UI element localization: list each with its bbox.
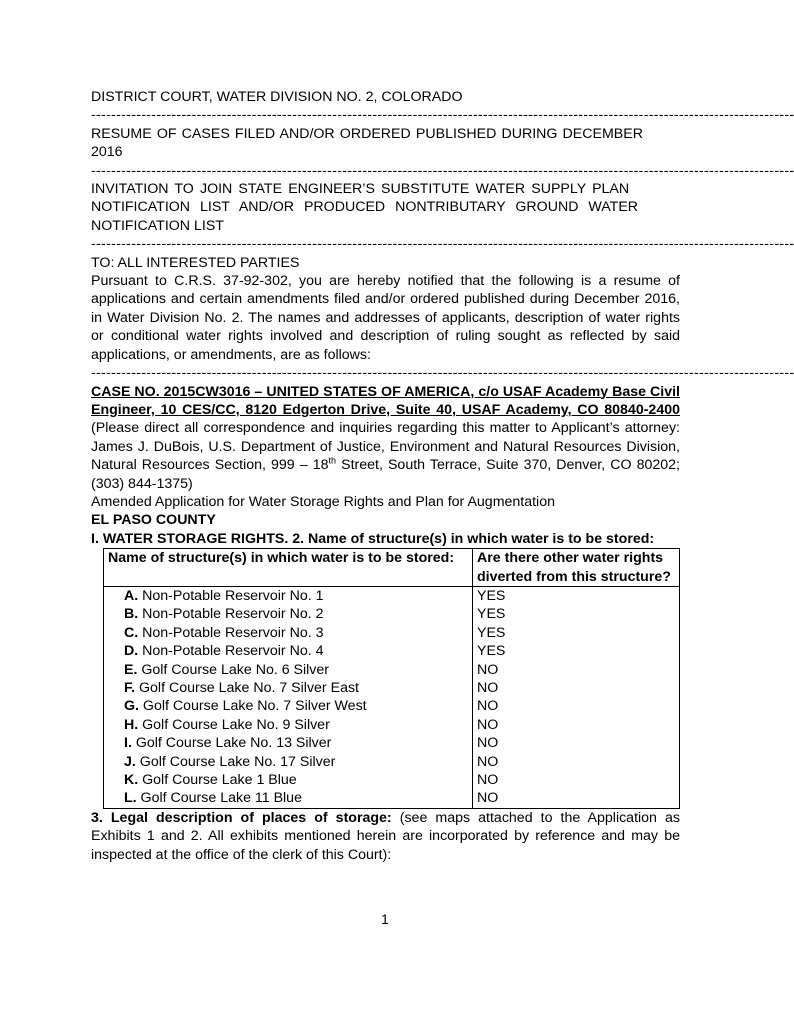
- structure-name: Golf Course Lake No. 17 Silver: [135, 753, 336, 770]
- invitation-heading-line3: NOTIFICATION LIST: [91, 217, 224, 234]
- structure-letter: L.: [124, 790, 137, 807]
- structure-name-cell: [104, 679, 473, 697]
- other-rights-cell: NO: [473, 716, 680, 734]
- column-header-structure: Name of structure(s) in which water is to be stored:: [104, 549, 473, 587]
- separator-line: --------------------------------------------------------------------------------------------------------------------------------------------: [91, 107, 794, 124]
- water-storage-heading: [91, 530, 680, 548]
- court-heading: DISTRICT COURT, WATER DIVISION NO. 2, COLORADO: [91, 89, 463, 105]
- other-rights-cell: NO: [473, 679, 680, 697]
- intro-paragraph: Pursuant to C.R.S. 37-92-302, you are hereby notified that the following is a resume of applications and certain amendments filed and/or ordered published during December 2016, in Water Division No. 2. The names and addresses of applicants, description of water rights or conditional water rights involved and description of ruling sought as reflected by said applications, or amendments, are as follows:: [91, 273, 680, 363]
- case-contact-superscript: th: [328, 455, 337, 466]
- page-number: 1: [381, 912, 389, 928]
- structure-name: Non-Potable Reservoir No. 2: [138, 606, 324, 623]
- structure-name: Golf Course Lake 11 Blue: [136, 790, 302, 807]
- structure-letter: K.: [124, 772, 139, 789]
- table-row: [104, 642, 680, 660]
- other-rights-cell: NO: [473, 789, 680, 808]
- section-1-label: I. WATER STORAGE RIGHTS.: [91, 530, 289, 547]
- table-row: [104, 753, 680, 771]
- table-row: [104, 679, 680, 697]
- structure-letter: F.: [124, 680, 136, 696]
- structure-name-cell: [104, 716, 473, 734]
- other-rights-cell: YES: [473, 586, 680, 605]
- invitation-heading-line2: NOTIFICATION LIST AND/OR PRODUCED NONTRIBUTARY GROUND WATER: [91, 199, 639, 216]
- structure-name: Non-Potable Reservoir No. 4: [138, 643, 324, 660]
- table-row: [104, 771, 680, 789]
- other-rights-cell: NO: [473, 734, 680, 752]
- table-row: [104, 624, 680, 642]
- county-heading: EL PASO COUNTY: [91, 512, 216, 529]
- structure-letter: J.: [124, 753, 136, 770]
- other-rights-cell: YES: [473, 642, 680, 660]
- separator-line: --------------------------------------------------------------------------------------------------------------------------------------------: [91, 236, 794, 253]
- table-header-row: [104, 549, 680, 587]
- structure-name-cell: [104, 661, 473, 679]
- structure-letter: B.: [124, 606, 139, 623]
- structures-table: [103, 548, 680, 809]
- table-row: [104, 697, 680, 715]
- structure-name: Golf Course Lake No. 7 Silver West: [138, 698, 367, 715]
- section-2-label: 2. Name of structure(s) in which water is to be stored:: [288, 530, 655, 547]
- table-row: [104, 586, 680, 605]
- invitation-heading-line1: INVITATION TO JOIN STATE ENGINEER’S SUBSTITUTE WATER SUPPLY PLAN: [91, 181, 630, 198]
- structure-name-cell: [104, 624, 473, 642]
- case-paragraph: [91, 383, 680, 493]
- structure-letter: C.: [124, 624, 139, 641]
- structure-name: Golf Course Lake No. 13 Silver: [131, 735, 332, 752]
- structure-name: Golf Course Lake No. 9 Silver: [138, 716, 330, 733]
- other-rights-cell: YES: [473, 624, 680, 642]
- structure-name: Golf Course Lake No. 7 Silver East: [135, 680, 359, 696]
- structure-name-cell: [104, 771, 473, 789]
- structure-name-cell: [104, 697, 473, 715]
- structure-name-cell: [104, 789, 473, 808]
- other-rights-cell: NO: [473, 771, 680, 789]
- addressee: TO: ALL INTERESTED PARTIES: [91, 254, 300, 271]
- structure-name-cell: [104, 605, 473, 623]
- structure-name-cell: [104, 734, 473, 752]
- legal-description-paragraph: [91, 809, 680, 864]
- legal-description-text: (see maps attached to the Application as Exhibits 1 and 2. All exhibits mentioned herein are incorporated by reference and may be inspected at the office of the clerk of this Court):: [91, 809, 680, 863]
- case-contact-part1: (Please direct all correspondence and inquiries regarding this matter to Applicant’s attorney: James J. DuBois, U.S. Department of Justice, Environment and Natural Resources Division, Natural Resources Section, 999 – 18: [91, 420, 680, 474]
- structure-name: Non-Potable Reservoir No. 1: [138, 587, 324, 604]
- separator-line: --------------------------------------------------------------------------------------------------------------------------------------------: [91, 162, 794, 179]
- structure-letter: G.: [124, 698, 139, 715]
- structure-letter: D.: [124, 643, 139, 660]
- other-rights-cell: NO: [473, 753, 680, 771]
- table-row: [104, 789, 680, 808]
- structure-name: Golf Course Lake 1 Blue: [138, 772, 297, 789]
- structure-letter: E.: [124, 661, 138, 678]
- structure-name: Non-Potable Reservoir No. 3: [138, 624, 324, 641]
- structure-name-cell: [104, 586, 473, 605]
- structure-letter: A.: [124, 587, 139, 604]
- case-contact-part2: Street, South Terrace, Suite 370, Denver, CO 80202; (303) 844-1375): [91, 457, 680, 492]
- table-row: [104, 661, 680, 679]
- other-rights-cell: NO: [473, 661, 680, 679]
- resume-heading-line1: RESUME OF CASES FILED AND/OR ORDERED PUBLISHED DURING DECEMBER: [91, 125, 643, 142]
- other-rights-cell: YES: [473, 605, 680, 623]
- structure-name-cell: [104, 642, 473, 660]
- structure-letter: H.: [124, 716, 139, 733]
- table-row: [104, 605, 680, 623]
- document-page: [91, 88, 794, 864]
- structure-name: Golf Course Lake No. 6 Silver: [137, 661, 330, 678]
- structure-name-cell: [104, 753, 473, 771]
- table-row: [104, 734, 680, 752]
- table-row: [104, 716, 680, 734]
- legal-description-label: 3. Legal description of places of storage:: [91, 809, 392, 826]
- case-title: CASE NO. 2015CW3016 – UNITED STATES OF AMERICA, c/o USAF Academy Base Civil Engineer, 10 CES/CC, 8120 Edgerton Drive, Suite 40, USAF Academy, CO 80840-2400: [91, 383, 680, 418]
- other-rights-cell: NO: [473, 697, 680, 715]
- column-header-other-rights: Are there other water rights diverted from this structure?: [473, 549, 680, 587]
- structure-letter: I.: [124, 735, 132, 752]
- separator-line: --------------------------------------------------------------------------------------------------------------------------------------------: [91, 365, 794, 382]
- resume-heading-line2: 2016: [91, 144, 123, 161]
- amended-application-line: Amended Application for Water Storage Rights and Plan for Augmentation: [91, 493, 555, 510]
